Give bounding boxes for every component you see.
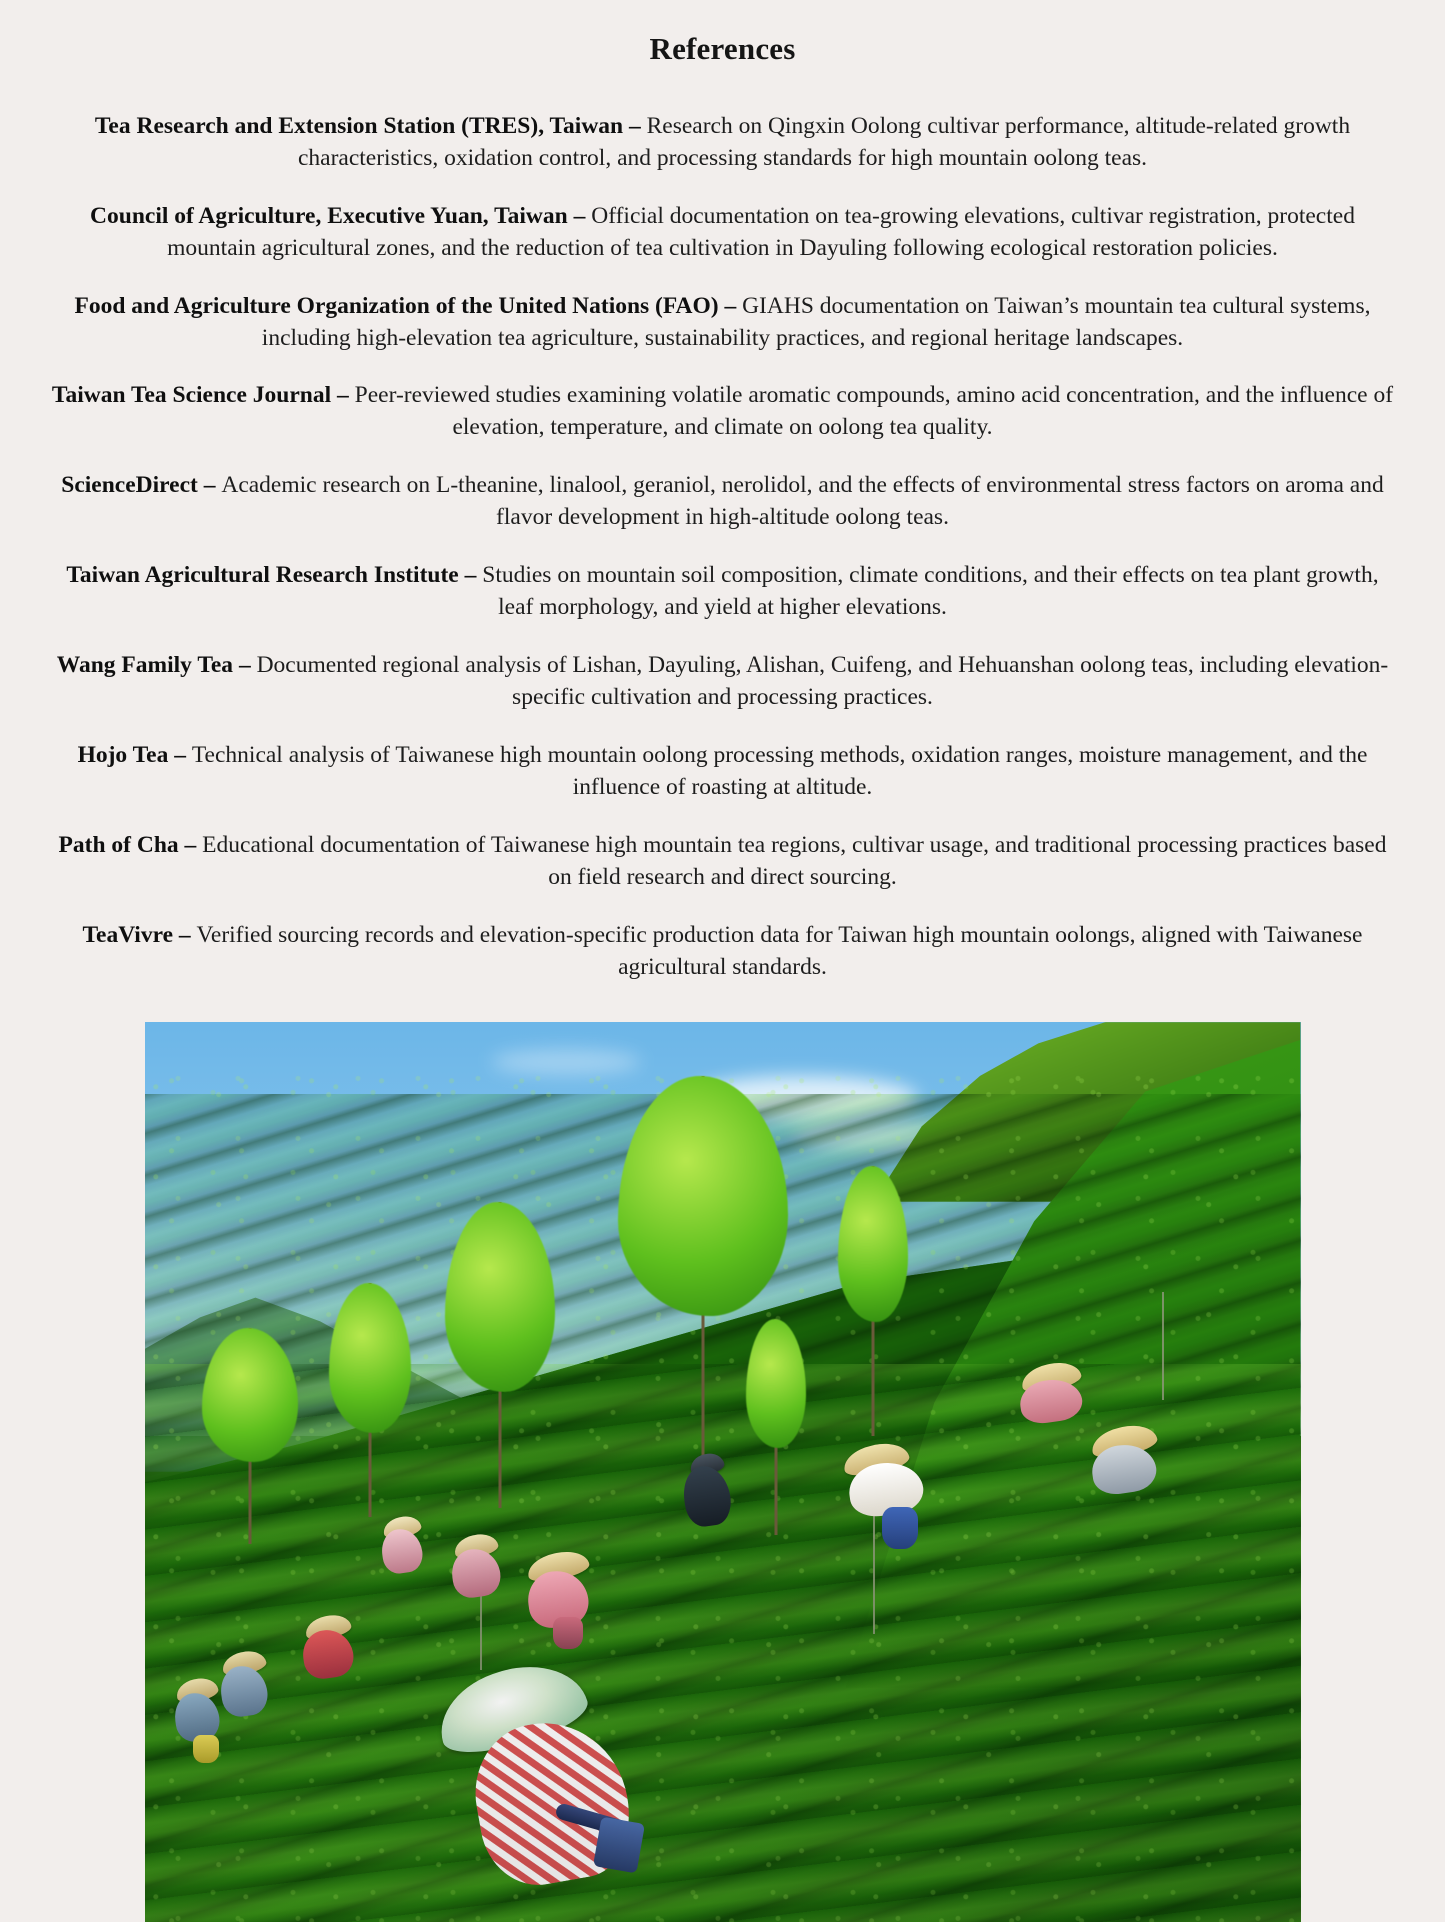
picker-pouch (593, 1816, 645, 1873)
reference-source: Tea Research and Extension Station (TRES), Taiwan (94, 112, 624, 139)
reference-description: Technical analysis of Taiwanese high mountain oolong processing methods, oxidation ranges, moisture management, and the influence of roasting at altitude. (191, 742, 1368, 801)
reference-dash: – (623, 112, 647, 139)
reference-dash: – (718, 292, 743, 319)
tree-canopy (618, 1076, 788, 1316)
reference-entry (50, 650, 1395, 714)
reference-source: Path of Cha (58, 832, 179, 858)
reference-dash: – (173, 921, 197, 948)
reference-entry (50, 830, 1395, 894)
reference-source: TeaVivre (82, 921, 174, 948)
tea-picker (1081, 1427, 1167, 1499)
picker-legs (882, 1507, 918, 1549)
reference-dash: – (168, 742, 192, 769)
reference-description: Research on Qingxin Oolong cultivar performance, altitude-related growth characteristics, oxidation control, and processing standards for high mountain oolong teas. (297, 112, 1351, 171)
reference-entry (50, 291, 1395, 355)
reference-dash: – (197, 472, 222, 499)
reference-source: Council of Agriculture, Executive Yuan, Taiwan (90, 202, 568, 229)
picker-body (680, 1463, 734, 1529)
reference-description: Academic research on L-theanine, linalool, geraniol, nerolidol, and the effects of environmental stress factors on aroma and flavor development in high-altitude oolong teas. (221, 472, 1384, 531)
tree-canopy (202, 1328, 298, 1462)
reference-source: ScienceDirect (61, 472, 198, 499)
reference-dash: – (567, 202, 592, 229)
reference-entry (50, 560, 1395, 624)
tree-canopy (838, 1166, 908, 1323)
slender-tree (838, 1166, 908, 1436)
reference-source: Taiwan Agricultural Research Institute (66, 562, 459, 589)
picker-legs (553, 1617, 583, 1649)
reference-dash: – (331, 382, 355, 409)
field-pole (1162, 1292, 1164, 1400)
reference-source: Taiwan Tea Science Journal (51, 382, 332, 409)
tea-picker (676, 1454, 738, 1540)
picker-legs (193, 1735, 219, 1763)
reference-source: Food and Agriculture Organization of the United Nations (FAO) (74, 292, 719, 319)
tea-plantation-figure (145, 1022, 1301, 1922)
reference-description: GIAHS documentation on Taiwan’s mountain tea cultural systems, including high-elevation tea agriculture, sustainability practices, and regional heritage landscapes. (261, 292, 1371, 351)
reference-entry (50, 470, 1395, 534)
slender-tree (445, 1202, 555, 1508)
reference-description: Studies on mountain soil composition, climate conditions, and their effects on tea plant growth, leaf morphology, and yield at higher elevations. (482, 562, 1379, 621)
reference-entry (50, 740, 1395, 804)
foreground-tea-picker (422, 1670, 652, 1922)
tea-plantation-photo (145, 1022, 1301, 1922)
reference-description: Documented regional analysis of Lishan, Dayuling, Alishan, Cuifeng, and Hehuanshan oolong teas, including elevation-specific cultivation and processing practices. (256, 652, 1389, 711)
slender-tree (329, 1283, 411, 1517)
tea-picker (1012, 1364, 1090, 1428)
tea-picker (295, 1616, 361, 1696)
tree-canopy (746, 1319, 806, 1449)
slender-tree (746, 1319, 806, 1535)
tree-canopy (329, 1283, 411, 1433)
reference-description: Educational documentation of Taiwanese high mountain tea regions, cultivar usage, and traditional processing practices based on field research and direct sourcing. (202, 832, 1387, 890)
reference-dash: – (458, 562, 483, 589)
reference-entry (50, 380, 1395, 444)
reference-dash: – (178, 832, 203, 858)
reference-dash: – (233, 652, 257, 679)
page-title: References (649, 31, 796, 66)
tea-picker (838, 1445, 942, 1549)
slender-tree (202, 1328, 298, 1544)
reference-source: Hojo Tea (77, 742, 169, 769)
reference-source: Wang Family Tea (56, 652, 234, 679)
tea-picker (514, 1553, 602, 1649)
tea-picker (168, 1679, 226, 1763)
reference-entry (50, 201, 1395, 265)
reference-description: Verified sourcing records and elevation-specific production data for Taiwan high mountain oolongs, aligned with Taiwanese agricultural standards. (196, 921, 1363, 980)
reference-list (0, 111, 1445, 984)
tea-picker (445, 1535, 507, 1613)
reference-description: Peer-reviewed studies examining volatile aromatic compounds, amino acid concentration, and the influence of elevation, temperature, and climate on oolong tea quality. (354, 382, 1394, 441)
reference-description: Official documentation on tea-growing elevations, cultivar registration, protected mountain agricultural zones, and the reduction of tea cultivation in Dayuling following ecological restoration policies. (167, 202, 1355, 261)
reference-entry (50, 111, 1395, 175)
tea-picker (376, 1517, 428, 1587)
tree-canopy (445, 1202, 555, 1392)
reference-entry (50, 920, 1395, 984)
